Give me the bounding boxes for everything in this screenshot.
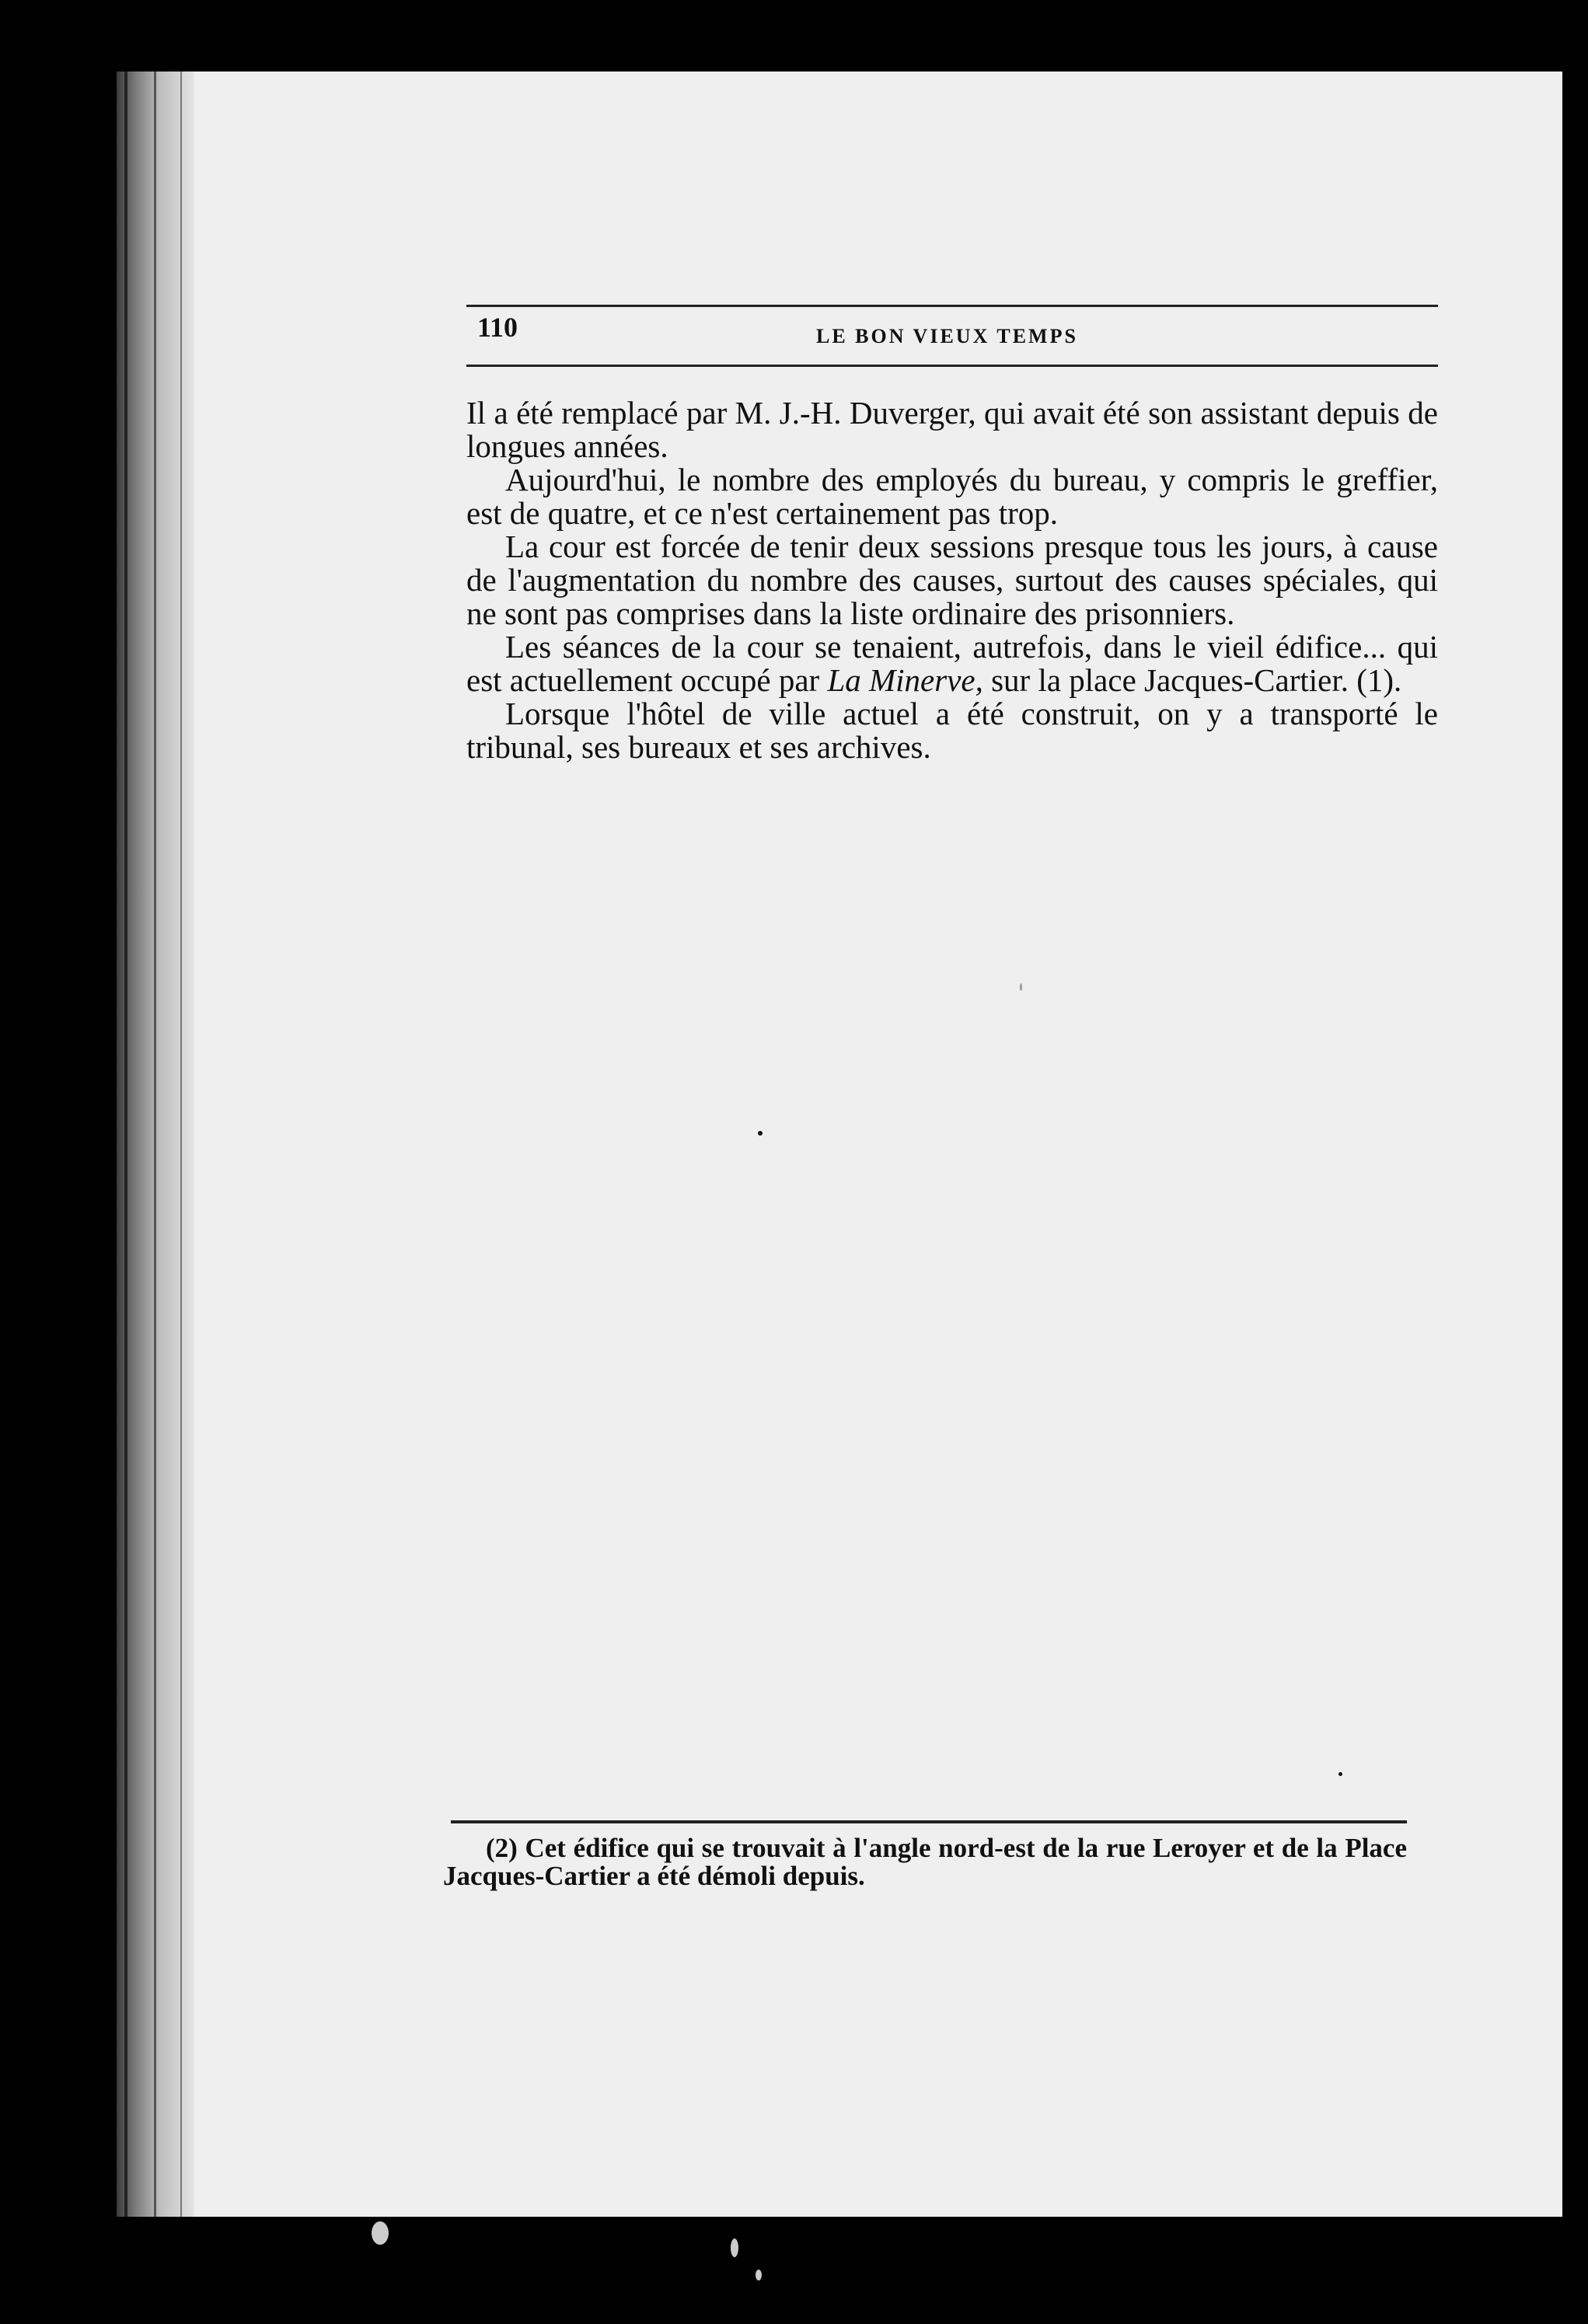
paragraph-text: sur la place Jacques-Cartier. (1). [982,662,1402,698]
dust-speck [758,1131,763,1136]
paragraph: Lorsque l'hôtel de ville actuel a été construit, on y a transporté le tribunal, ses bureaux et ses archives. [466,696,1438,765]
running-title: LE BON VIEUX TEMPS [816,325,1078,347]
page-number: 110 [477,312,518,343]
paragraph [466,630,1438,697]
paragraph: Il a été remplacé par M. J.-H. Duverger, qui avait été son assistant depuis de longues années. [466,395,1438,464]
newspaper-title: La Minerve, [827,662,983,698]
gutter-line [154,72,156,2217]
paragraph-text: Les séances de la cour se tenaient, autrefois, dans le vieil édifice... qui est actuellement occupé par [466,629,1438,698]
book-page [117,72,1562,2217]
gutter-line [124,72,127,2217]
footnote-text: (2) Cet édifice qui se trouvait à l'angle nord-est de la rue Leroyer et de la Place Jacques-Cartier a été démoli depuis. [443,1833,1407,1891]
header-bottom-rule [466,365,1438,367]
body-text [466,396,1438,764]
dust-speck [1020,983,1022,991]
gutter-line [180,72,182,2217]
paragraph: La cour est forcée de tenir deux sessions presque tous les jours, à cause de l'augmentation du nombre des causes, surtout des causes spéciales, qui ne sont pas comprises dans la liste ordinaire des prisonniers. [466,529,1438,631]
footnote [443,1834,1407,1890]
footnote-rule [451,1820,1407,1823]
dust-speck [372,2221,389,2245]
header-top-rule [466,305,1438,307]
page-header [466,305,1438,375]
dust-speck [756,2270,762,2280]
dust-speck [731,2239,738,2257]
dust-speck [1338,1772,1342,1776]
paragraph: Aujourd'hui, le nombre des employés du bureau, y compris le greffier, est de quatre, et ce n'est certainement pas trop. [466,462,1438,531]
